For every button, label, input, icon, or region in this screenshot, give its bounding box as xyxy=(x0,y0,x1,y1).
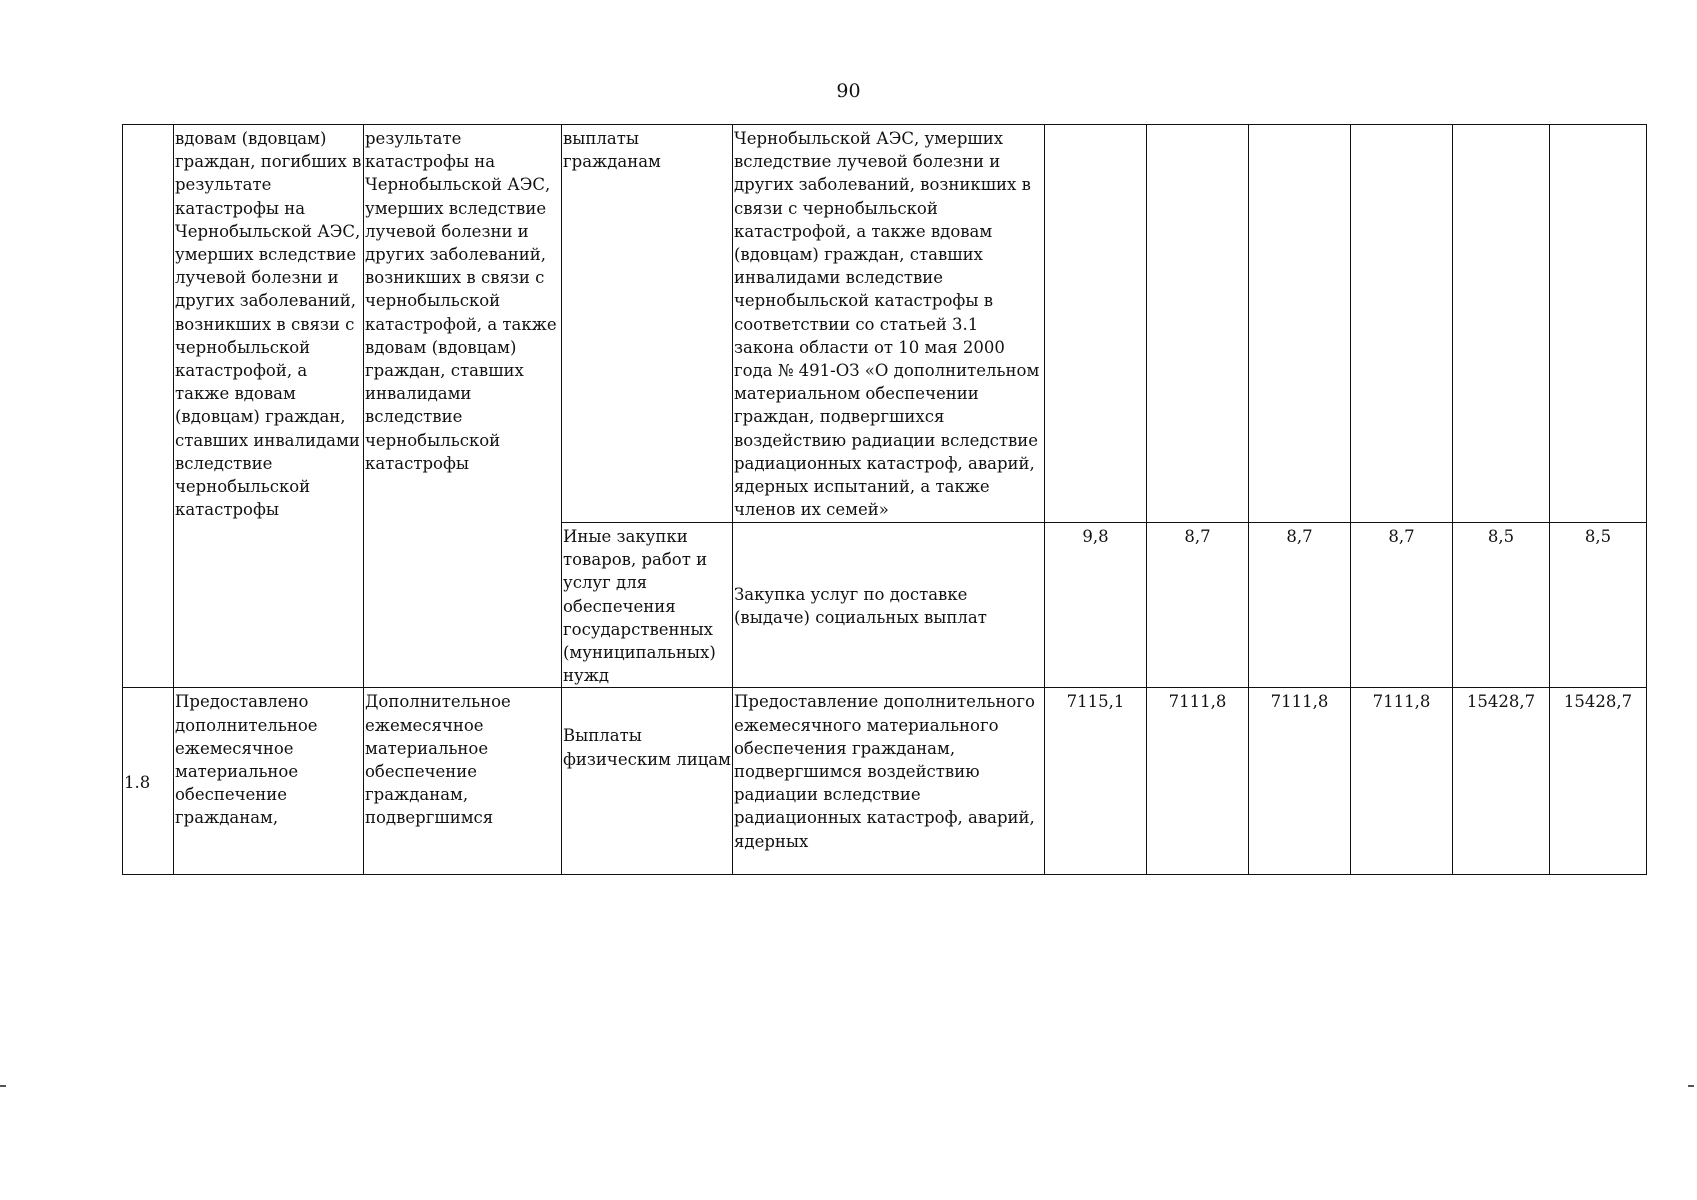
value-cell: 8,5 xyxy=(1453,523,1550,688)
value-cell: 7115,1 xyxy=(1045,688,1147,875)
expense-description-cell: Закупка услуг по доставке (выдаче) социальных выплат xyxy=(733,523,1045,688)
value-cell xyxy=(1045,125,1147,523)
value-cell: 15428,7 xyxy=(1550,688,1647,875)
table-row xyxy=(123,125,1647,523)
table-row xyxy=(123,688,1647,875)
value-cell: 7111,8 xyxy=(1351,688,1453,875)
value-cell: 9,8 xyxy=(1045,523,1147,688)
measure-name-cell: Дополнительное ежемесячное материальное обеспечение гражданам, подвергшимся xyxy=(364,688,562,875)
expense-description-cell: Предоставление дополнительного ежемесячного материального обеспечения гражданам, подвергшимся воздействию радиации вследствие радиационных катастроф, аварий, ядерных xyxy=(733,688,1045,875)
recipient-category-cell: вдовам (вдовцам) граждан, погибших в результате катастрофы на Чернобыльской АЭС, умерших вследствие лучевой болезни и других заболеваний, возникших в связи с чернобыльской катастрофой, а также вдовам (вдовцам) граждан, ставших инвалидами вследствие чернобыльской катастрофы xyxy=(174,125,364,688)
value-cell xyxy=(1453,125,1550,523)
expense-type-cell: выплаты гражданам xyxy=(562,125,733,523)
page-number: 90 xyxy=(836,80,861,102)
value-cell: 7111,8 xyxy=(1249,688,1351,875)
value-cell: 8,7 xyxy=(1147,523,1249,688)
value-cell xyxy=(1351,125,1453,523)
scan-edge-mark xyxy=(0,1085,6,1087)
value-cell: 8,7 xyxy=(1249,523,1351,688)
expense-description-cell: Чернобыльской АЭС, умерших вследствие лучевой болезни и других заболеваний, возникших в связи с чернобыльской катастрофой, а также вдовам (вдовцам) граждан, ставших инвалидами вследствие чернобыльской катастрофы в соответствии со статьей 3.1 закона области от 10 мая 2000 года № 491-ОЗ «О дополнительном материальном обеспечении граждан, подвергшихся воздействию радиации вследствие радиационных катастроф, аварий, ядерных испытаний, а также членов их семей» xyxy=(733,125,1045,523)
row-index-cell xyxy=(123,125,174,688)
row-index-cell: 1.8 xyxy=(123,688,174,875)
recipient-category-cell: Предоставлено дополнительное ежемесячное материальное обеспечение гражданам, xyxy=(174,688,364,875)
value-cell xyxy=(1550,125,1647,523)
budget-table xyxy=(122,124,1647,875)
value-cell xyxy=(1249,125,1351,523)
value-cell: 7111,8 xyxy=(1147,688,1249,875)
value-cell xyxy=(1147,125,1249,523)
value-cell: 8,7 xyxy=(1351,523,1453,688)
value-cell: 15428,7 xyxy=(1453,688,1550,875)
measure-name-cell: результате катастрофы на Чернобыльской АЭС, умерших вследствие лучевой болезни и других заболеваний, возникших в связи с чернобыльской катастрофой, а также вдовам (вдовцам) граждан, ставших инвалидами вследствие чернобыльской катастрофы xyxy=(364,125,562,688)
scan-edge-mark xyxy=(1688,1085,1694,1087)
expense-type-cell: Выплаты физическим лицам xyxy=(562,688,733,875)
expense-type-cell: Иные закупки товаров, работ и услуг для обеспечения государственных (муниципальных) нужд xyxy=(562,523,733,688)
value-cell: 8,5 xyxy=(1550,523,1647,688)
